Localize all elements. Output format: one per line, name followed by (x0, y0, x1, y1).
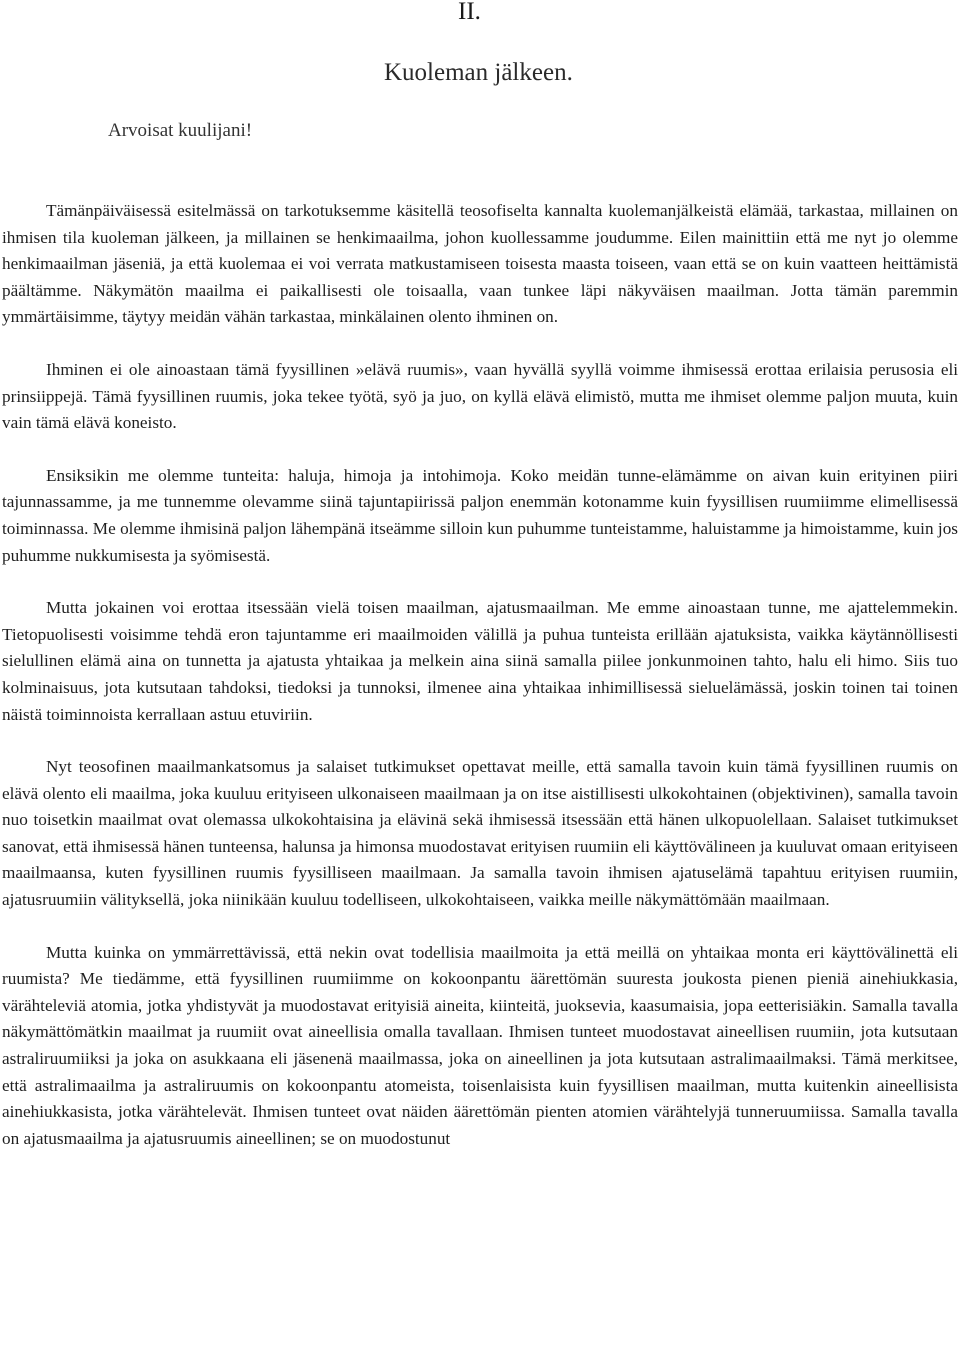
salutation: Arvoisat kuulijani! (108, 120, 253, 141)
chapter-title: Kuoleman jälkeen. (384, 59, 573, 86)
paragraph-1: Tämänpäiväisessä esitelmässä on tarkotuksemme käsitellä teosofiselta kannalta kuolemanjälkeistä elämää, tarkastaa, millainen on ihmisen tila kuoleman jälkeen, ja millainen se henkimaailma, johon kuollessamme joudumme. Eilen mainittiin että me nyt jo olemme henkimaailman jäseniä, ja että kuolemaa ei voi verrata matkustamiseen toisesta maasta toiseen, vaan että se on kuin vaatteen heittämistä päältämme. Näkymätön maailma ei paikallisesti ole toisaalla, vaan tunkee läpi näkyväisen maailman. Jotta tämän paremmin ymmärtäisimme, täytyy meidän vähän tarkastaa, minkälainen olento ihminen on. (2, 201, 958, 327)
paragraph-5: Nyt teosofinen maailmankatsomus ja salaiset tutkimukset opettavat meille, että samalla tavoin kuin tämä fyysillinen ruumis on elävä olento eli maailma, joka kuuluu erityiseen ulkonaiseen maailmaan ja on itse aistillisesti ulkokohtainen (objektivinen), samalla tavoin nuo toisetkin maailmat ovat olemassa ulkokohtaisina ja elävinä sekä ihmisessä itsessään että hänen ulkopuolellaan. Salaiset tutkimukset sanovat, että ihmisessä hänen tunteensa, halunsa ja himonsa muodostavat erityisen ruumiin eli käyttövälineen ja kuuluvat omaan erityiseen maailmaansa, kuten fyysillinen ruumis fyysilliseen maailmaan. Ja samalla tavoin ihmisen ajatuselämä tapahtuu erityisen ruumiin, ajatusruumiin välityksellä, joka niinikään kuuluu todelliseen, ulkokohtaiseen, vaikka meille näkymättömään maailmaan. (2, 757, 958, 910)
paragraph-4: Mutta jokainen voi erottaa itsessään vielä toisen maailman, ajatusmaailman. Me emme ainoastaan tunne, me ajattelemmekin. Tietopuolisesti voisimme tehdä eron tajuntamme eri maailmoiden välillä ja puhua tunteista erillään ajatuksista, vaikka käytännöllisesti sielullinen elämä aina on tunnetta ja ajatusta yhtaikaa ja melkein aina siinä samalla piilee jonkunmoinen tahto, halu eli himo. Siis tuo kolminaisuus, jota kutsutaan tahdoksi, tiedoksi ja tunnoksi, ilmenee aina yhtaikaa inhimillisessä sieluelämässä, joskin toinen tai toinen näistä toiminnoista kerrallaan astuu etuviriin. (2, 598, 958, 724)
paragraph-3: Ensiksikin me olemme tunteita: haluja, himoja ja intohimoja. Koko meidän tunne-elämämme on aivan kuin erityinen piiri tajunnassamme, ja me tunnemme olevamme siinä tajuntapiirissä paljon enemmän kotonamme kuin fyysillisen ruumiimme elimellisessä toiminnassa. Me olemme ihmisinä paljon lähempänä itseämme silloin kun puhumme tunteistamme, haluistamme ja himoistamme, kuin jos puhumme nukkumisesta ja syömisestä. (2, 465, 958, 565)
paragraph-2: Ihminen ei ole ainoastaan tämä fyysillinen »elävä ruumis», vaan hyvällä syyllä voimme ihmisessä erottaa erilaisia perusosia eli prinsiippejä. Tämä fyysillinen ruumis, joka tekee työtä, syö ja juo, on kyllä elävä elimistö, mutta me ihmiset olemme paljon muuta, kuin vain tämä elävä koneisto. (2, 359, 958, 433)
paragraph-6: Mutta kuinka on ymmärrettävissä, että nekin ovat todellisia maailmoita ja että meillä on yhtaikaa monta eri käyttövälinettä eli ruumista? Me tiedämme, että fyysillinen ruumiimme on kokoonpantu äärettömän suuresta joukosta pienen pieniä ainehiukkasia, värähteleviä atomia, jotka yhdistyvät ja muodostavat erityisiä aineita, kiinteitä, juoksevia, kaasumaisia, jopa eetterisiäkin. Samalla tavalla näkymättömätkin maailmat ja ruumiit ovat aineellisia omalla tavallaan. Ihmisen tunteet muodostavat aineellisen ruumiin, jota kutsutaan astraliruumiiksi ja joka on asukkaana eli jäsenenä maailmassa, joka on aineellinen ja jota kutsutaan astralimaailmaksi. Tämä merkitsee, että astralimaailma ja astraliruumis on kokoonpantu atomeista, toisenlaisista kuin fyysillisen maailman, mutta kuitenkin aineellisista ainehiukkasista, jotka värähtelevät. Ihmisen tunteet ovat näiden äärettömän pienten atomien värähtelyjä tunneruumiissa. Samalla tavalla on ajatusmaailma ja ajatusruumis aineellinen; se on muodostunut (2, 942, 958, 1148)
body-text (2, 198, 958, 1152)
chapter-number: II. (458, 0, 481, 25)
